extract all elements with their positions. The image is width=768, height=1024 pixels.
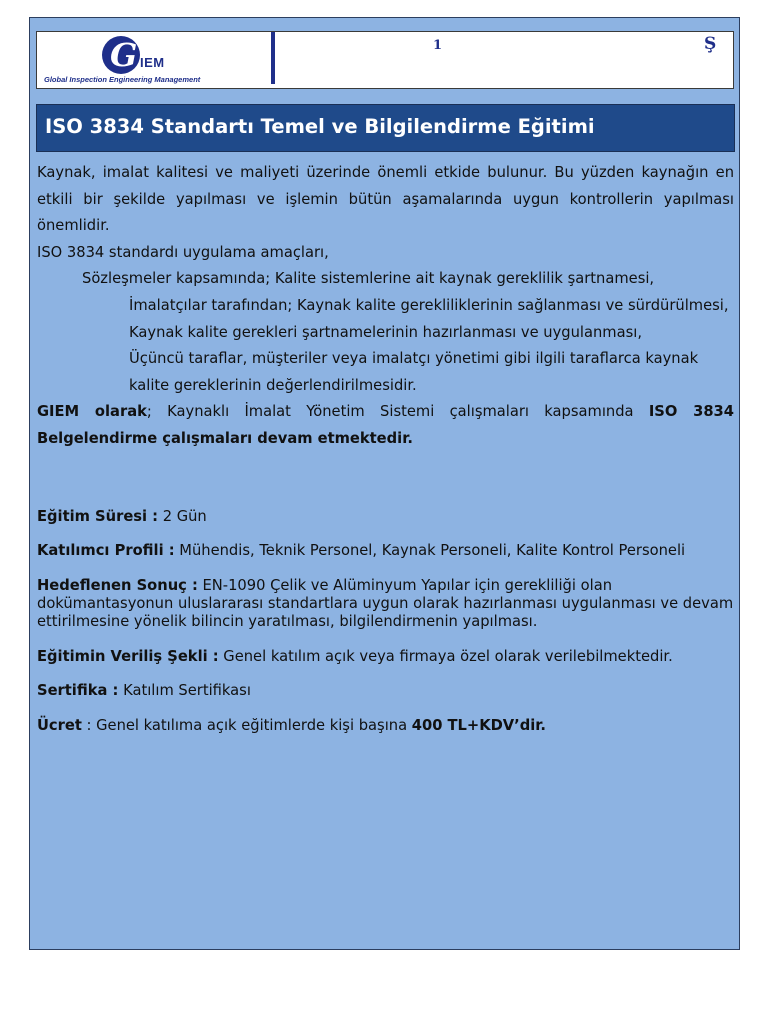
detail-value: Genel katılım açık veya firmaya özel olarak verilebilmektedir. bbox=[218, 648, 673, 665]
giem-logo bbox=[42, 34, 232, 86]
document-header bbox=[36, 31, 734, 89]
intro-paragraph: Kaynak, imalat kalitesi ve maliyeti üzerinde önemli etkide bulunur. Bu yüzden kaynağın en etkili bir şekilde yapılması ve işlemin bütün aşamalarında uygun kontrollerin yapılması önemlidir. bbox=[37, 164, 734, 235]
detail-label: Ücret bbox=[37, 717, 82, 734]
detail-label: Hedeflenen Sonuç : bbox=[37, 577, 198, 594]
detail-label: Eğitim Süresi : bbox=[37, 508, 159, 525]
detail-outcome bbox=[37, 577, 734, 631]
logo-tagline: Global Inspection Engineering Management bbox=[44, 75, 201, 84]
giem-lead: GIEM olarak bbox=[37, 403, 147, 421]
detail-label: Sertifika : bbox=[37, 682, 119, 699]
detail-certificate bbox=[37, 682, 734, 700]
header-divider bbox=[271, 32, 275, 84]
page-number: 1 bbox=[433, 38, 443, 53]
document-body bbox=[37, 160, 734, 453]
detail-value: Katılım Sertifikası bbox=[118, 682, 251, 699]
detail-label: Katılımcı Profili : bbox=[37, 542, 175, 559]
purposes-heading: ISO 3834 standardı uygulama amaçları, bbox=[37, 243, 329, 261]
detail-delivery bbox=[37, 648, 734, 666]
logo-sub-letters: IEM bbox=[140, 55, 165, 70]
title-bar bbox=[36, 104, 735, 152]
detail-value: : Genel katılıma açık eğitimlerde kişi başına bbox=[81, 717, 412, 734]
purpose-item: Sözleşmeler kapsamında; Kalite sistemlerine ait kaynak gereklilik şartnamesi, bbox=[82, 270, 655, 288]
detail-duration bbox=[37, 508, 734, 526]
detail-participants bbox=[37, 542, 734, 560]
purpose-item: Kaynak kalite gerekleri şartnamelerinin hazırlanması ve uygulanması, bbox=[129, 323, 643, 341]
logo-letter: G bbox=[110, 36, 138, 74]
giem-paragraph bbox=[37, 399, 734, 452]
detail-value: EN-1090 Çelik ve Alüminyum Yapılar için gerekliliği olan dokümantasyonun uluslararası standartlara uygun olarak hazırlanması uygulanması ve devam ettirilmesine yönelik bilincin yaratılması, bilgilendirmenin yapılması. bbox=[37, 577, 734, 630]
detail-label: Eğitimin Veriliş Şekli : bbox=[37, 648, 219, 665]
detail-value: Mühendis, Teknik Personel, Kaynak Personeli, Kalite Kontrol Personeli bbox=[174, 542, 686, 559]
page-title: ISO 3834 Standartı Temel ve Bilgilendirme Eğitimi bbox=[45, 115, 595, 138]
detail-value: 2 Gün bbox=[158, 508, 207, 525]
purpose-item: İmalatçılar tarafından; Kaynak kalite gerekliliklerinin sağlanması ve sürdürülmesi, bbox=[129, 296, 729, 314]
purpose-item: Üçüncü taraflar, müşteriler veya imalatçı yönetimi gibi ilgili taraflarca kaynak kalite gereklerinin değerlendirilmesidir. bbox=[129, 350, 699, 394]
detail-fee bbox=[37, 717, 734, 735]
header-character: Ş bbox=[704, 34, 717, 54]
fee-price: 400 TL+KDV’dir. bbox=[411, 717, 547, 734]
giem-tail: ISO 3834 Belgelendirme çalışmaları devam etmektedir. bbox=[37, 403, 734, 447]
document-panel bbox=[29, 17, 740, 950]
giem-middle: ; Kaynaklı İmalat Yönetim Sistemi çalışmaları kapsamında bbox=[146, 403, 649, 421]
